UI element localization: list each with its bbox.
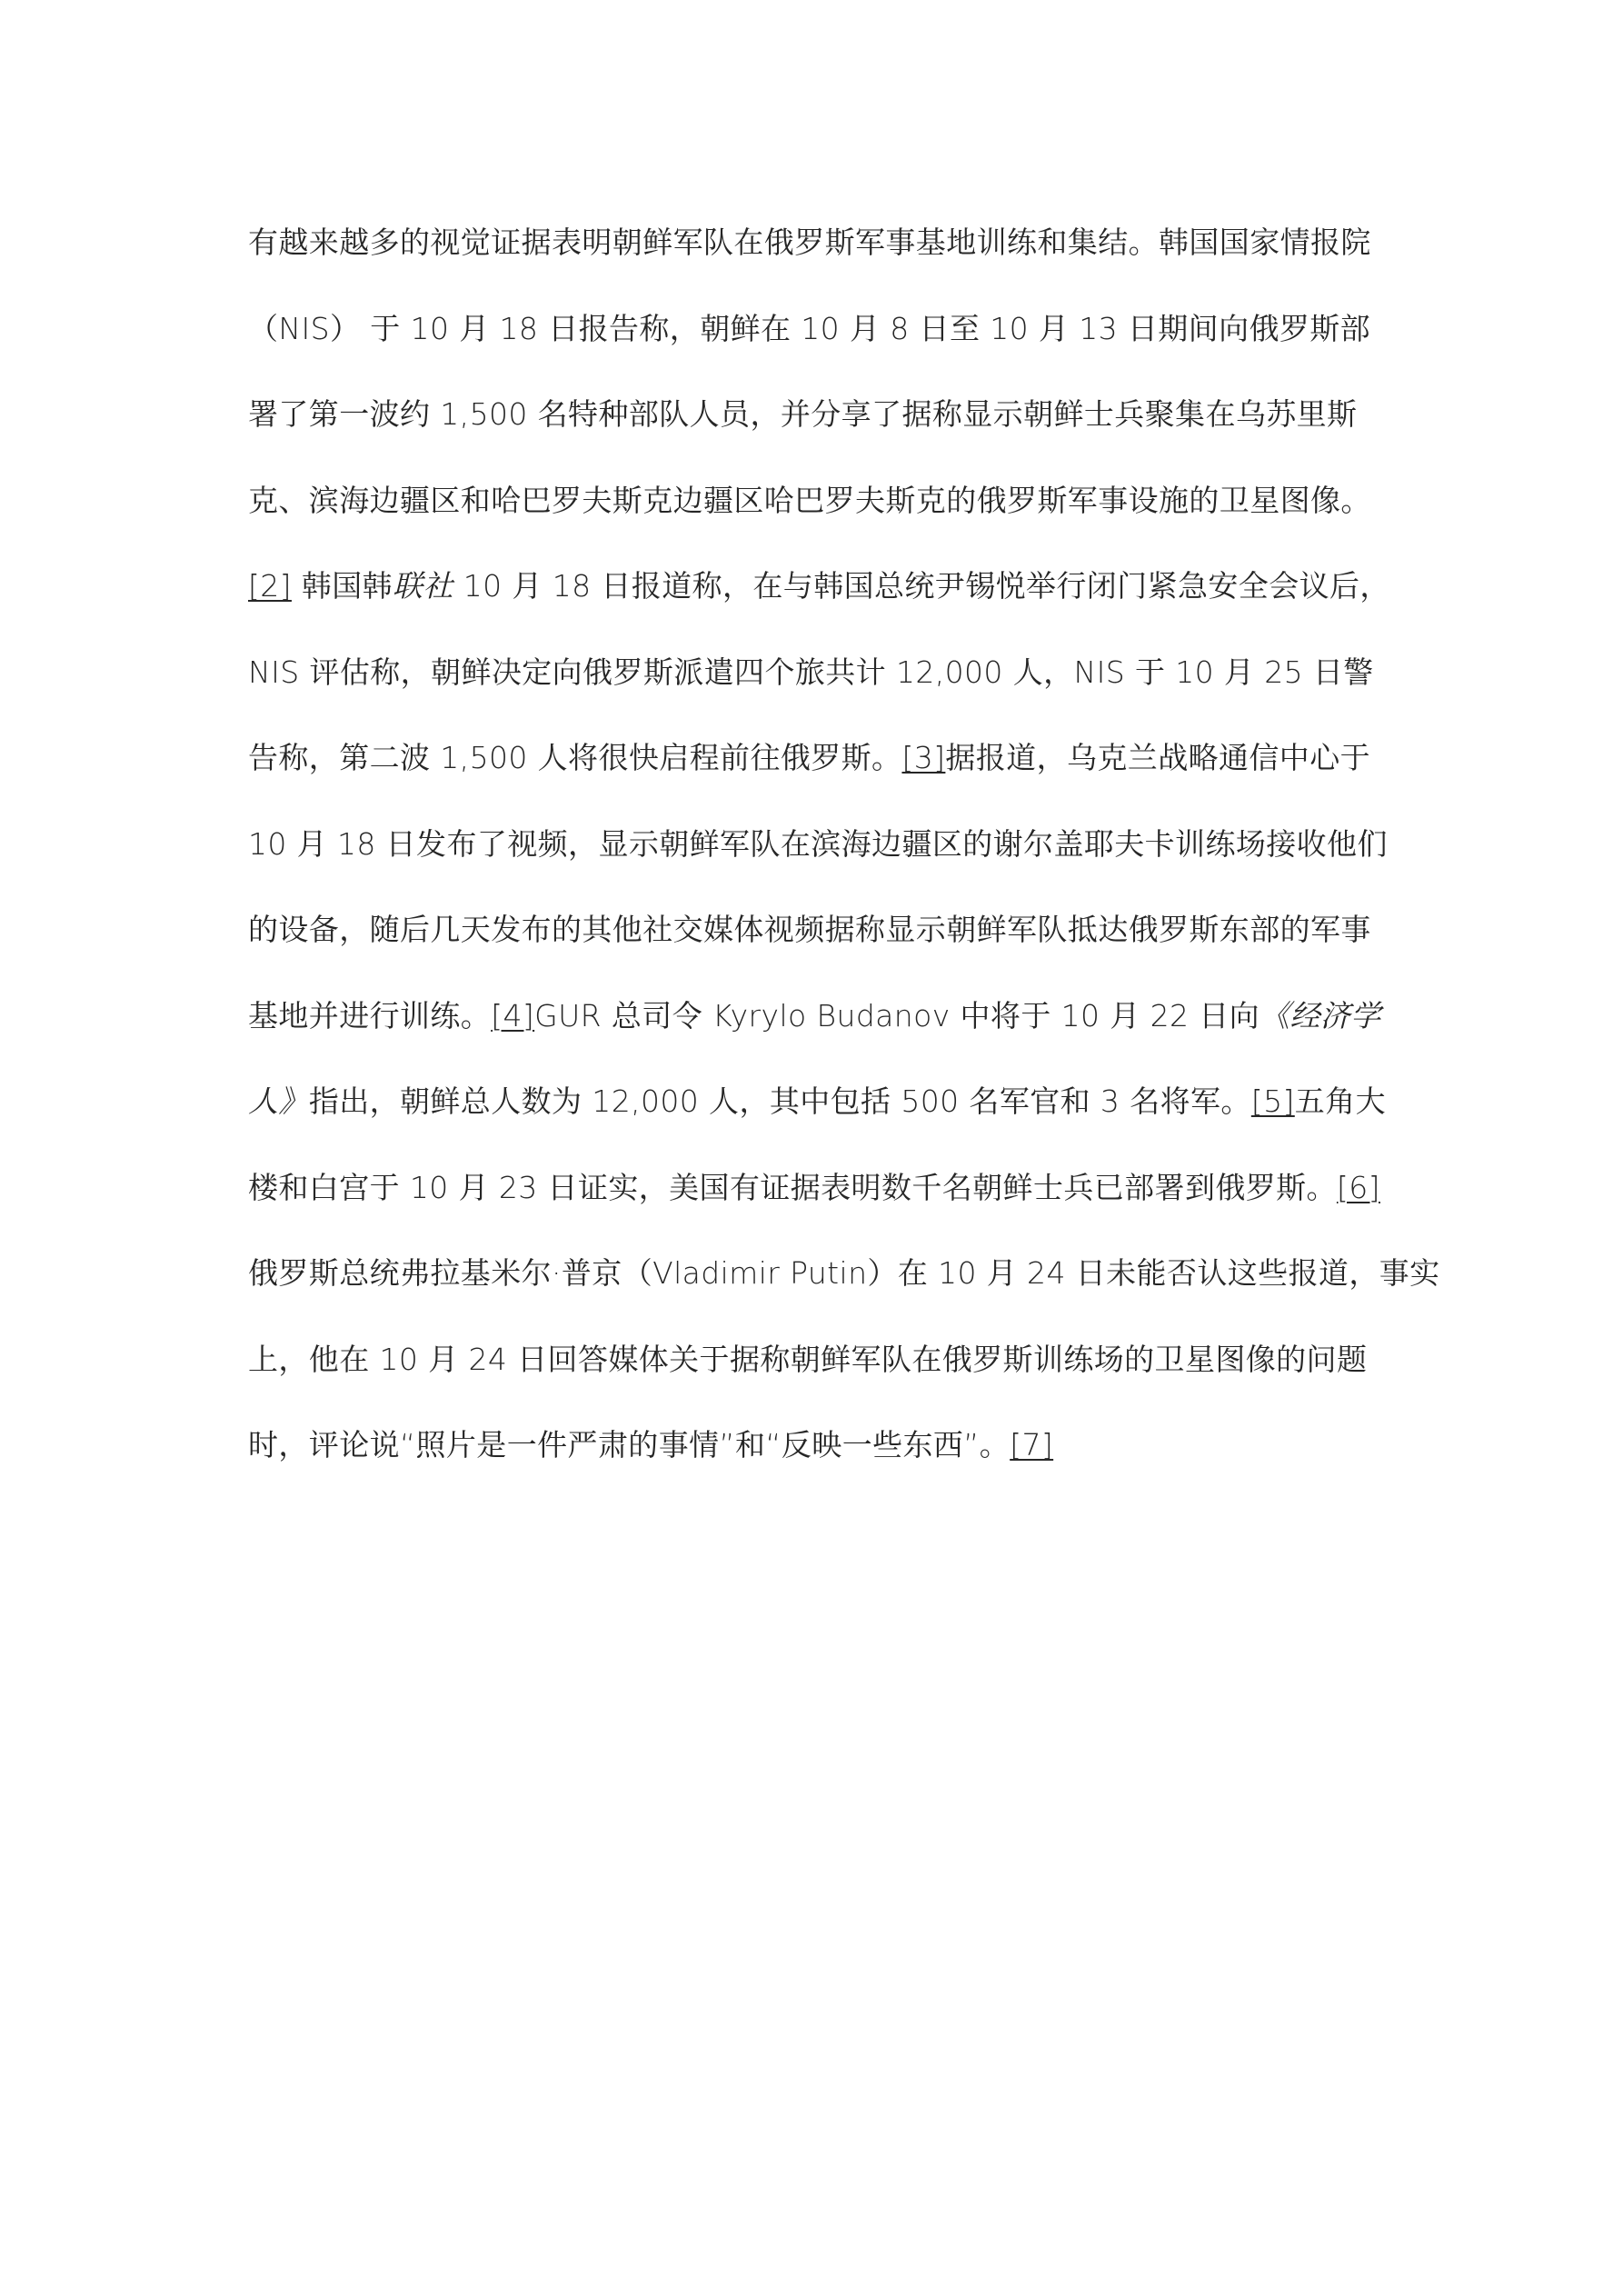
text-segment: 楼和白宫于 10 月 23 日证实，美国有证据表明数千名朝鲜士兵已部署到俄罗斯。 [248, 1169, 1337, 1205]
text-segment: 据报道，乌克兰战略通信中心于 [945, 740, 1371, 775]
footnote-link-5[interactable]: [5] [1250, 1083, 1295, 1119]
italic-publication-name: 人》 [248, 1083, 309, 1119]
text-segment: 五角大 [1294, 1083, 1386, 1119]
text-line-7 [248, 732, 1402, 818]
text-line-8 [248, 818, 1402, 904]
text-segment: 告称，第二波 1,500 人将很快启程前往俄罗斯。 [248, 740, 902, 775]
footnote-link-3[interactable]: [3] [901, 740, 946, 775]
text-segment: 10 月 18 日发布了视频，显示朝鲜军队在滨海边疆区的谢尔盖耶夫卡训练场接收他们 [248, 825, 1388, 862]
text-line-14 [248, 1333, 1402, 1420]
text-line-3 [248, 388, 1402, 474]
footnote-link-7[interactable]: [7] [1010, 1427, 1054, 1462]
text-line-1 [248, 216, 1402, 303]
body-paragraph [248, 216, 1440, 1505]
text-segment: （NIS） 于 10 月 18 日报告称，朝鲜在 10 月 8 日至 10 月 13 日期间向俄罗斯部 [248, 310, 1371, 346]
text-segment: 的设备，随后几天发布的其他社交媒体视频据称显示朝鲜军队抵达俄罗斯东部的军事 [248, 912, 1371, 947]
text-segment: 10 月 18 日报道称，在与韩国总统尹锡悦举行闭门紧急安全会议后， [453, 568, 1390, 604]
text-line-12 [248, 1162, 1402, 1248]
text-segment: 有越来越多的视觉证据表明朝鲜军队在俄罗斯军事基地训练和集结。韩国国家情报院 [248, 225, 1371, 260]
text-segment: 基地并进行训练。 [248, 997, 492, 1033]
text-line-5 [248, 560, 1402, 646]
text-line-9 [248, 903, 1402, 990]
text-line-13 [248, 1247, 1440, 1333]
text-line-2 [248, 303, 1402, 389]
text-line-10 [248, 990, 1402, 1076]
text-segment: 韩国韩 [291, 568, 393, 604]
text-line-15 [248, 1419, 1402, 1505]
text-segment: 署了第一波约 1,500 名特种部队人员，并分享了据称显示朝鲜士兵聚集在乌苏里斯 [248, 396, 1358, 432]
text-segment: 上，他在 10 月 24 日回答媒体关于据称朝鲜军队在俄罗斯训练场的卫星图像的问题 [248, 1341, 1368, 1377]
italic-source-name: 联社 [393, 568, 453, 604]
footnote-link-6[interactable]: [6] [1336, 1169, 1380, 1205]
text-segment: 俄罗斯总统弗拉基米尔·普京（Vladimir Putin）在 10 月 24 日未能否认这些报道，事实 [248, 1255, 1440, 1291]
text-segment: NIS 评估称，朝鲜决定向俄罗斯派遣四个旅共计 12,000 人，NIS 于 10 月 25 日警 [248, 654, 1374, 690]
text-line-11 [248, 1075, 1402, 1162]
text-segment: 时，评论说“照片是一件严肃的事情”和“反映一些东西”。 [248, 1427, 1011, 1462]
text-line-4 [248, 474, 1402, 561]
footnote-link-4[interactable]: [4] [491, 997, 535, 1033]
text-segment: 克、滨海边疆区和哈巴罗夫斯克边疆区哈巴罗夫斯克的俄罗斯军事设施的卫星图像。 [248, 482, 1371, 518]
text-segment: 指出，朝鲜总人数为 12,000 人，其中包括 500 名军官和 3 名将军。 [308, 1083, 1251, 1119]
footnote-link-2[interactable]: [2] [248, 568, 292, 604]
text-segment: GUR 总司令 Kyrylo Budanov 中将于 10 月 22 日向 [534, 997, 1260, 1033]
italic-publication-name: 《经济学 [1260, 997, 1381, 1033]
text-line-6 [248, 646, 1402, 733]
